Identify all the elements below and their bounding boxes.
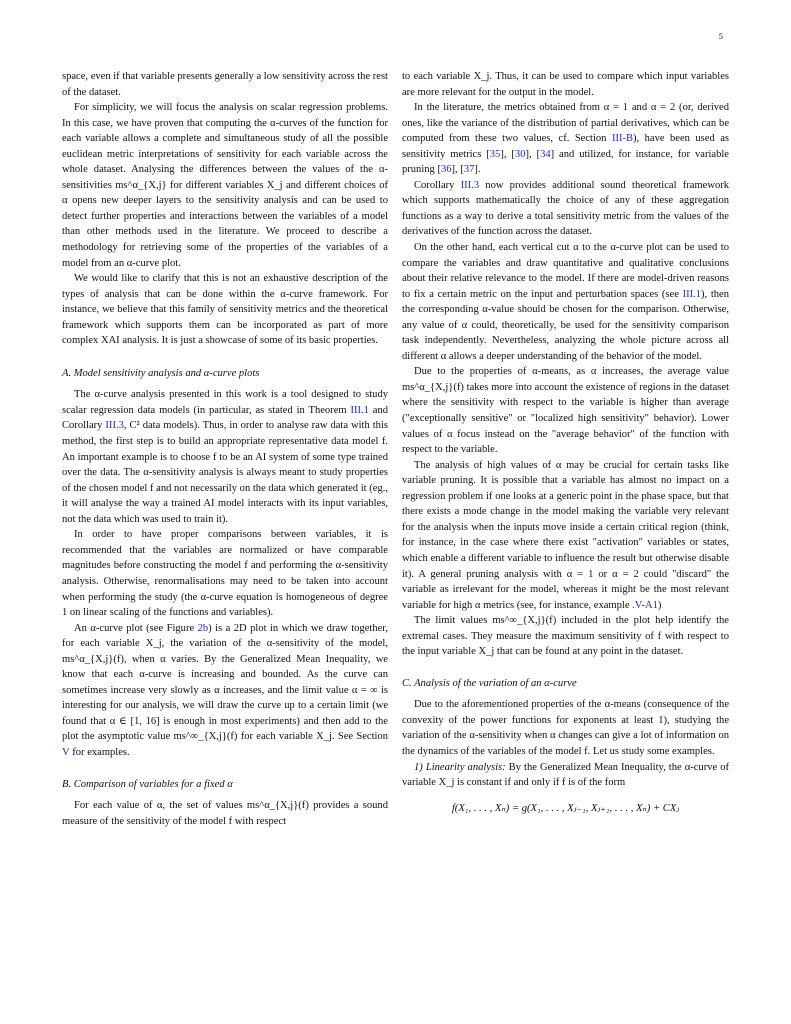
paragraph: Due to the properties of α-means, as α increases, the average value ms^α_{X,j}(f) takes more into account the existence of regions in the dataset where the sensitivity with respect to the variable is higher than average ("exceptionally sensitive" or "localized high sensitivity" behavior). Lower values of α focus instead on the "average behavior" of the function with respect to the variable. bbox=[402, 366, 729, 456]
citation-link[interactable]: 30 bbox=[514, 148, 526, 160]
citation-link[interactable]: 34 bbox=[540, 148, 551, 160]
section-link[interactable]: III.1 bbox=[682, 288, 702, 300]
equation: f(X₁, . . . , Xₙ) = g(X₁, . . . , Xⱼ₋₁, Xⱼ₊₁, . . . , Xₙ) + CXⱼ bbox=[451, 802, 680, 814]
paragraph: space, even if that variable presents generally a low sensitivity across the rest of the dataset. bbox=[62, 71, 388, 98]
section-heading-b: B. Comparison of variables for a fixed α bbox=[62, 778, 233, 790]
subsection-heading: 1) Linearity analysis: bbox=[414, 761, 506, 773]
example-link[interactable]: .V-A1 bbox=[632, 599, 658, 611]
corollary-link[interactable]: III.3 bbox=[460, 179, 480, 191]
paragraph: The limit values ms^∞_{X,j}(f) included in the plot help identify the extremal cases. They measure the maximum sensitivity of f with respect to the input variable X_j that can be found at any point in the dataset. bbox=[402, 615, 729, 658]
citation-link[interactable]: 35 bbox=[489, 148, 501, 160]
paragraph: An α-curve plot (see Figure 2b) is a 2D plot in which we draw together, for each variable X_j, the variation of the α-sensitivity of the model, ms^α_{X,j}(f), when α varies. By the Generalized Mean Inequality, we know that each α-curve is increasing and bounded. As the curve can sometimes increase very slowly as α increases, and the limit value α = ∞ is interesting for our analysis, we will draw the curve up to a certain limit (we found that α ∈ [1, 16] is enough in most experiments) and then add to the plot the asymptotic value ms^∞_{X,j}(f) for each variable X_j. See Section V for examples. bbox=[62, 622, 388, 758]
left-column bbox=[62, 69, 388, 829]
corollary-link[interactable]: III.3 bbox=[105, 420, 124, 432]
paragraph: Due to the aforementioned properties of the α-means (consequence of the convexity of the power functions for exponents at least 1), studying the variation of the α-sensitivity when α changes can give a lot of information on the dynamics of the variables of the model f. Let us study some examples. bbox=[402, 699, 729, 757]
paragraph: We would like to clarify that this is not an exhaustive description of the types of analysis that can be done within the α-curve framework. For instance, we believe that this family of sensitivity metrics and the theoretical framework which supports them can be incorporated as part of more complex XAI analysis. It is just a showcase of some of its basic properties. bbox=[62, 273, 388, 347]
paragraph: For simplicity, we will focus the analysis on scalar regression problems. In this case, we have proven that computing the α-curves of the function for each variable allows a complete and simultaneous study of all the possible euclidean metric interpretations of sensitivity for each variable across the whole dataset. Analysing the differences between the values of the α-sensitivities ms^α_{X,j} for different variables X_j and different choices of α opens new deeper layers to the sensitivity analysis and can be used to detect further properties and interactions between the variables of a model than other methods used in the literature. We proceed to describe a methodology for retrieving some of the properties of the variables of a model from an α-curve plot. bbox=[62, 102, 388, 269]
paragraph: The analysis of high values of α may be crucial for certain tasks like variable pruning. It is possible that a variable has almost no impact on a regression problem if one looks at a generic point in the phase space, but that there exists a mode change in the model making the variable very relevant for the analysis when the inputs move inside a certain critical region (think, for instance, in the case where there exist "activation" variables or states, which enable a different variable to influence the result but otherwise disable it). A general pruning analysis with α = 1 or α = 2 could "discard" the variable as irrelevant for the model, whereas it might be the most relevant variable for high α metrics (see, for instance, example .V-A1) bbox=[402, 459, 729, 611]
paragraph: to each variable X_j. Thus, it can be used to compare which input variables are more relevant for the output in the model. bbox=[402, 71, 729, 98]
theorem-link[interactable]: III.1 bbox=[350, 404, 369, 416]
citation-link[interactable]: 37 bbox=[463, 164, 475, 176]
page-number: 5 bbox=[718, 31, 723, 41]
paragraph: 1) Linearity analysis: By the Generalized Mean Inequality, the α-curve of variable X_j is constant if and only if f is of the form bbox=[402, 761, 729, 789]
section-link[interactable]: V bbox=[62, 746, 70, 758]
section-heading-c: C. Analysis of the variation of an α-curve bbox=[402, 677, 577, 689]
paragraph: The α-curve analysis presented in this work is a tool designed to study scalar regression data models (in particular, as stated in Theorem III.1 and Corollary III.3, C² data models). Thus, in order to analyse raw data with this method, the first step is to build an appropriate representative data model f. An important example is to choose f to be an AI system of some type trained over the data. The α-sensitivity analysis is always meant to study properties of the chosen model f and not necessarily on the data which generated it (eg., it will analyse the way a trained AI model interacts with its input variables, not the data which was used to train it). bbox=[62, 389, 389, 525]
paragraph: On the other hand, each vertical cut α to the α-curve plot can be used to compare the variables and draw quantitative and qualitative conclusions about their relative relevance to the model. If there are model-driven reasons to fix a certain metric on the input and perturbation spaces (see III.1), then the corresponding α-value should be chosen for the comparison. Otherwise, any value of α could, theoretically, be used for the sensitivity comparison task independently. Nevertheless, analyzing the whole picture across all different α allows a deeper understanding of the behavior of the model. bbox=[402, 242, 730, 362]
paragraph: In the literature, the metrics obtained from α = 1 and α = 2 (or, derived ones, like the variance of the distribution of partial derivatives, which can be computed from these two values, cf. Section III-B), have been used as sensitivity metrics [35], [30], [34] and utilized, for instance, for variable pruning [36], [37]. bbox=[402, 102, 729, 176]
paragraph: In order to have proper comparisons between variables, it is recommended that the variables are normalized or have comparable magnitudes before constructing the model f and performing the α-sensitivity analysis. Otherwise, renormalisations may need to be taken into account when performing the study (the α-curve equation is homogeneous of degree 1 on linear scaling of the functions and variables). bbox=[62, 529, 388, 619]
citation-link[interactable]: 36 bbox=[440, 164, 452, 176]
section-link[interactable]: III-B bbox=[611, 133, 634, 145]
right-column bbox=[402, 69, 729, 816]
paragraph: Corollary III.3 now provides additional sound theoretical framework which supports mathematically the choice of any of these aggregation functions as a way to derive a total sensitivity metric from the values of the derivatives of the function across the dataset. bbox=[402, 179, 730, 238]
figure-link[interactable]: 2b bbox=[197, 622, 209, 634]
paragraph: For each value of α, the set of values ms^α_{X,j}(f) provides a sound measure of the sensitivity of the model f with respect bbox=[62, 800, 388, 827]
section-heading-a: A. Model sensitivity analysis and α-curve plots bbox=[62, 367, 260, 379]
